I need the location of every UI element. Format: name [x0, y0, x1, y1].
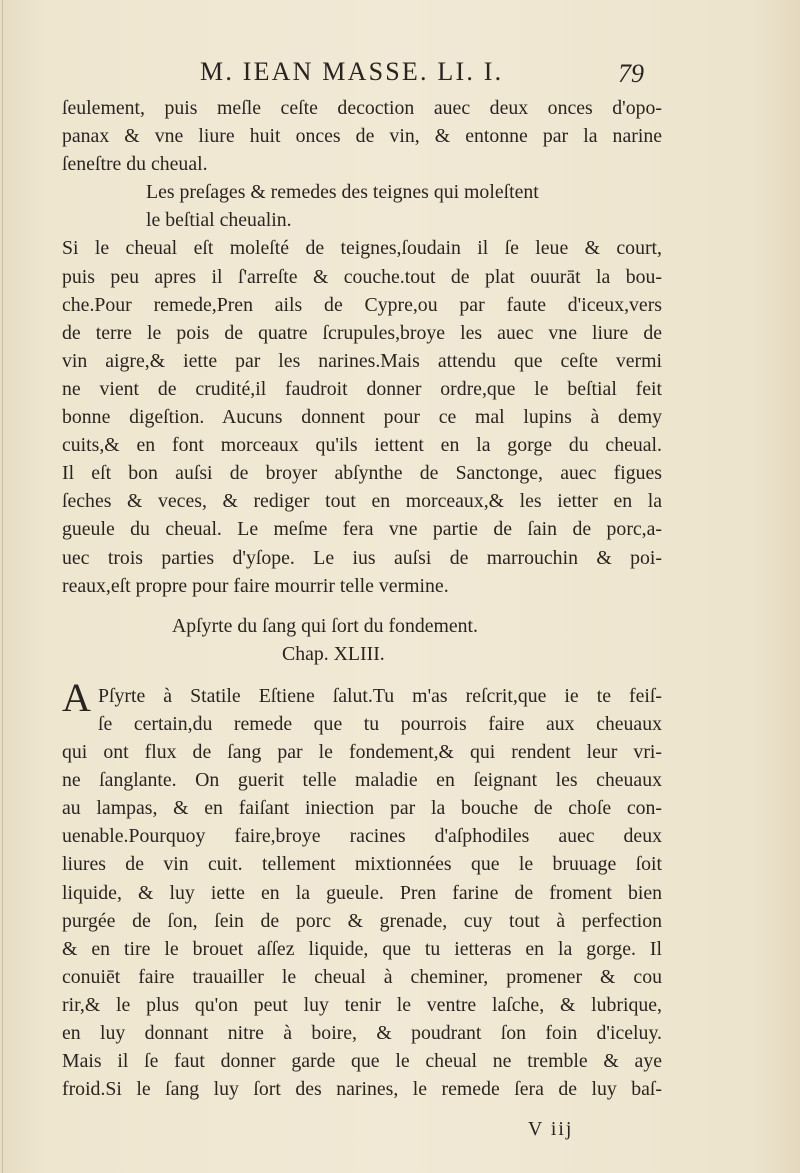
page-header — [0, 57, 800, 93]
heading-line: Les preſages & remedes des teignes qui moleſtent — [146, 181, 539, 204]
text-line: de terre le pois de quatre ſcrupules,broye les auec vne liure de — [62, 321, 662, 344]
text-line: qui ont flux de ſang par le fondement,& qui rendent leur vri- — [62, 741, 662, 764]
text-line: vin aigre,& iette par les narines.Mais attendu que ceſte vermi — [62, 349, 662, 372]
text-line: & en tire le brouet aſſez liquide, que tu ietteras en la gorge. Il — [62, 937, 662, 960]
text-line: liures de vin cuit. tellement mixtionnées que le bruuage ſoit — [62, 853, 662, 876]
page-number: 79 — [618, 59, 644, 88]
page-edge — [2, 0, 3, 1173]
heading-line: le beſtial cheualin. — [146, 209, 292, 232]
text-line: au lampas, & en faiſant iniection par la bouche de choſe con- — [62, 797, 662, 820]
text-line: uec trois parties d'yſope. Le ius auſsi de marrouchin & poi- — [62, 546, 662, 569]
text-line: ne vient de crudité,il faudroit donner ordre,que le beſtial feit — [62, 377, 662, 400]
text-line: uenable.Pourquoy faire,broye racines d'aſphodiles auec deux — [62, 825, 662, 848]
chapter-title: Apſyrte du ſang qui ſort du fondement. — [172, 614, 479, 637]
paragraph-apsyrte — [62, 682, 662, 1103]
drop-cap: A — [62, 674, 91, 720]
paragraph-continuation — [62, 94, 662, 178]
text-line: che.Pour remede,Pren ails de Cypre,ou par faute d'iceux,vers — [62, 293, 662, 316]
text-line: panax & vne liure huit onces de vin, & entonne par la narine — [62, 125, 662, 148]
text-line: purgée de ſon, ſein de porc & grenade, cuy tout à perfection — [62, 909, 662, 932]
text-line: conuiēt faire trauailler le cheual à cheminer, promener & cou — [62, 965, 662, 988]
section-heading-teignes — [62, 178, 662, 234]
text-line: rir,& le plus qu'on peut luy tenir le ventre laſche, & lubrique, — [62, 993, 662, 1016]
text-line: Pſyrte à Statile Eſtiene ſalut.Tu m'as reſcrit,que ie te feiſ- — [98, 684, 662, 707]
text-line: Mais il ſe faut donner garde que le cheual ne tremble & aye — [62, 1050, 662, 1073]
text-line: liquide, & luy iette en la gueule. Pren farine de froment bien — [62, 881, 662, 904]
text-line: ne ſanglante. On guerit telle maladie en ſeignant les cheuaux — [62, 769, 662, 792]
text-line: cuits,& en font morceaux qu'ils iettent en la gorge du cheual. — [62, 434, 662, 457]
text-line: ſeches & veces, & rediger tout en morceaux,& les ietter en la — [62, 490, 662, 513]
chapter-heading — [62, 612, 662, 668]
text-block — [62, 94, 662, 1103]
text-line: en luy donnant nitre à boire, & poudrant ſon foin d'iceluy. — [62, 1022, 662, 1044]
paragraph-teignes — [62, 234, 662, 599]
text-line: puis peu apres il ſ'arreſte & couche.tout de plat ouurāt la bou- — [62, 265, 662, 288]
text-line: ſeneſtre du cheual. — [62, 153, 208, 176]
running-head: M. IEAN MASSE. LI. I. — [200, 57, 504, 86]
text-line: gueule du cheual. Le meſme fera vne partie de ſain de porc,a- — [62, 518, 662, 541]
signature-mark: V iij — [528, 1118, 574, 1140]
chapter-number: Chap. XLIII. — [282, 642, 385, 665]
text-line: ſe certain,du remede que tu pourrois faire aux cheuaux — [98, 712, 662, 735]
text-line: froid.Si le ſang luy ſort des narines, le remede ſera de luy baſ- — [62, 1078, 662, 1101]
text-line: Il eſt bon auſsi de broyer abſynthe de Sanctonge, auec figues — [62, 462, 662, 485]
text-line: reaux,eſt propre pour faire mourrir telle vermine. — [62, 574, 449, 597]
text-line: bonne digeſtion. Aucuns donnent pour ce mal lupins à demy — [62, 406, 662, 429]
text-line: ſeulement, puis meſle ceſte decoction auec deux onces d'opo- — [62, 97, 662, 119]
text-line: Si le cheual eſt moleſté de teignes,ſoudain il ſe leue & court, — [62, 237, 662, 260]
